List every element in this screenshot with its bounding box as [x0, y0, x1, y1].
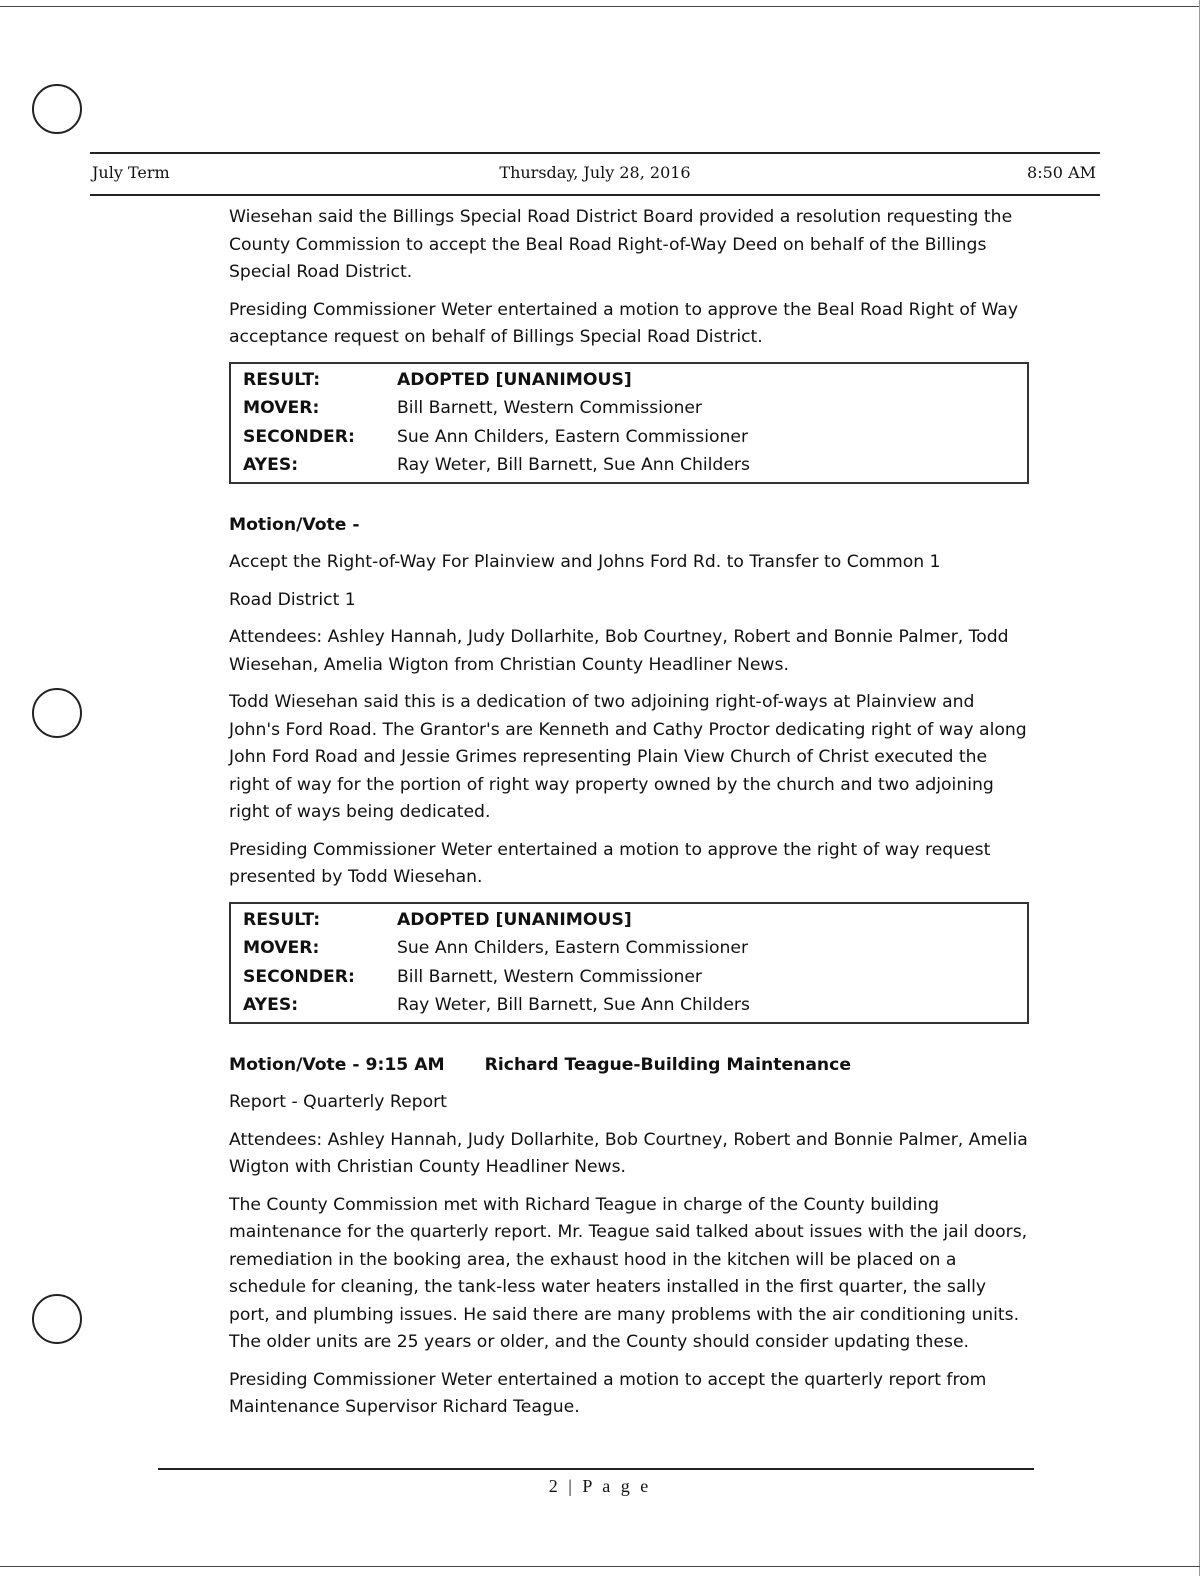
header-time: 8:50 AM [1027, 163, 1096, 182]
vote-value: Sue Ann Childers, Eastern Commissioner [397, 426, 749, 447]
page-header [90, 152, 1100, 196]
vote-label: AYES: [243, 995, 299, 1015]
vote-result-box [229, 902, 1029, 1024]
vote-row-mover [243, 934, 1017, 963]
punch-hole-middle [32, 688, 82, 738]
paragraph: Wiesehan said the Billings Special Road District Board provided a resolution requesting the County Commission to accept the Beal Road Right-of-Way Deed on behalf of the Billings Special Road District. [229, 207, 1013, 282]
paragraph: The County Commission met with Richard Teague in charge of the County building maintenance for the quarterly report. Mr. Teague said talked about issues with the jail doors, remediation in the booking area, the exhaust hood in the kitchen will be placed on a schedule for cleaning, the tank-less water heaters installed in the first quarter, the sally port, and plumbing issues. He said there are many problems with the air conditioning units. The older units are 25 years or older, and the County should consider updating these. [229, 1194, 1028, 1352]
subject-line: Accept the Right-of-Way For Plainview and Johns Ford Rd. to Transfer to Common 1 [229, 552, 941, 572]
vote-row-seconder [243, 963, 1017, 992]
punch-hole-top [32, 84, 82, 134]
vote-label: SECONDER: [243, 426, 355, 447]
vote-label: AYES: [243, 455, 299, 475]
paragraph: Todd Wiesehan said this is a dedication of two adjoining right-of-ways at Plainview and John's Ford Road. The Grantor's are Kenneth and Cathy Proctor dedicating right of way along John Ford Road and Jessie Grimes representing Plain View Church of Christ executed the right of way for the portion of right way property owned by the church and two adjoining right of ways being dedicated. [229, 692, 1027, 822]
header-date: Thursday, July 28, 2016 [499, 163, 691, 182]
vote-value: Ray Weter, Bill Barnett, Sue Ann Childers [397, 455, 750, 475]
attendees: Attendees: Ashley Hannah, Judy Dollarhite, Bob Courtney, Robert and Bonnie Palmer, Amelia Wigton with Christian County Headliner News. [229, 1129, 1028, 1177]
scan-bottom-edge [0, 1566, 1200, 1567]
minutes-body [229, 204, 1029, 1432]
scan-top-edge [0, 6, 1200, 7]
vote-value: Bill Barnett, Western Commissioner [397, 966, 703, 987]
vote-value: Sue Ann Childers, Eastern Commissioner [397, 938, 749, 958]
vote-label: SECONDER: [243, 966, 355, 987]
vote-value: Ray Weter, Bill Barnett, Sue Ann Childers [397, 995, 750, 1015]
vote-row-ayes [243, 991, 1017, 1020]
paragraph: Presiding Commissioner Weter entertained a motion to approve the right of way request presented by Todd Wiesehan. [229, 839, 991, 887]
attendees: Attendees: Ashley Hannah, Judy Dollarhite, Bob Courtney, Robert and Bonnie Palmer, Todd Wiesehan, Amelia Wigton from Christian County Headliner News. [229, 627, 1009, 675]
section-heading [229, 1052, 1029, 1080]
vote-row-result [243, 906, 1017, 935]
vote-row-ayes [243, 451, 1017, 480]
header-term: July Term [92, 163, 170, 182]
vote-value: ADOPTED [UNANIMOUS] [397, 909, 632, 930]
vote-row-result [243, 366, 1017, 395]
vote-result-box [229, 362, 1029, 484]
paragraph: Presiding Commissioner Weter entertained a motion to approve the Beal Road Right of Way acceptance request on behalf of Billings Special Road District. [229, 299, 1018, 347]
report-line: Report - Quarterly Report [229, 1092, 447, 1112]
vote-row-seconder [243, 423, 1017, 452]
section-title: Motion/Vote - [229, 514, 360, 535]
section-topic: Richard Teague-Building Maintenance [484, 1054, 852, 1075]
vote-label: MOVER: [243, 398, 320, 418]
vote-label: RESULT: [243, 909, 321, 930]
vote-label: MOVER: [243, 938, 320, 958]
vote-value: Bill Barnett, Western Commissioner [397, 398, 703, 418]
punch-hole-bottom [32, 1294, 82, 1344]
vote-row-mover [243, 394, 1017, 423]
section-title: Motion/Vote - 9:15 AM [229, 1054, 445, 1075]
vote-value: ADOPTED [UNANIMOUS] [397, 369, 632, 390]
paragraph: Presiding Commissioner Weter entertained a motion to accept the quarterly report from Maintenance Supervisor Richard Teague. [229, 1369, 987, 1417]
footer-rule [158, 1468, 1034, 1470]
vote-label: RESULT: [243, 369, 321, 390]
subject-line: Road District 1 [229, 589, 356, 610]
page-number: 2 | P a g e [548, 1476, 652, 1496]
